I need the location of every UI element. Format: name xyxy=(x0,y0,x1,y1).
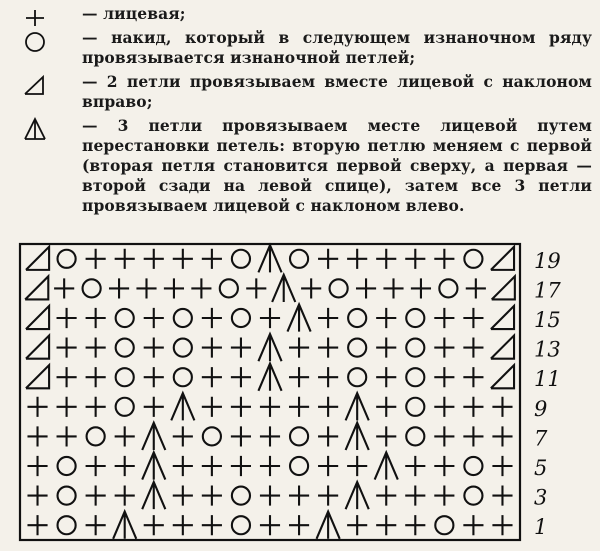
knit-symbol xyxy=(376,426,396,446)
knit-symbol xyxy=(260,426,280,446)
knit-symbol xyxy=(191,278,211,298)
k2tog-symbol xyxy=(25,276,48,299)
knit-symbol xyxy=(27,397,47,417)
knit-symbol xyxy=(86,367,106,387)
knit-symbol xyxy=(434,486,454,506)
knit-symbol xyxy=(144,249,164,269)
knit-symbol xyxy=(109,278,129,298)
k2tog-symbol xyxy=(26,306,49,329)
knit-symbol xyxy=(405,249,425,269)
legend-text-knit: — лицевая; xyxy=(82,4,186,23)
chart-row xyxy=(25,275,515,302)
knit-symbol xyxy=(136,278,156,298)
yarnover-symbol xyxy=(348,339,366,357)
k3tog-symbol xyxy=(272,275,295,302)
knit-symbol xyxy=(356,278,376,298)
knit-symbol xyxy=(463,338,483,358)
chart-row xyxy=(26,364,514,391)
yarnover-symbol xyxy=(232,487,250,505)
yarnover-symbol xyxy=(435,516,453,534)
knit-symbol xyxy=(318,456,338,476)
knit-symbol xyxy=(376,486,396,506)
legend-text-yarnover: — накид, который в следующем изнаночном ряду провязывается изнаночной петлей; xyxy=(82,28,592,67)
k3tog-symbol xyxy=(142,452,165,479)
k2tog-symbol xyxy=(26,365,49,388)
knit-symbol xyxy=(492,486,512,506)
knit-symbol xyxy=(289,338,309,358)
k2tog-symbol xyxy=(491,247,514,270)
k3tog-symbol xyxy=(287,304,310,331)
yarnover-symbol xyxy=(58,457,76,475)
knit-symbol xyxy=(115,426,135,446)
yarnover-symbol xyxy=(406,398,424,416)
chart-row xyxy=(27,393,512,420)
row-number-label: 11 xyxy=(534,367,561,392)
knit-symbol xyxy=(492,456,512,476)
row-number-label: 19 xyxy=(534,248,561,273)
knit-symbol xyxy=(301,278,321,298)
row-number-label: 5 xyxy=(534,456,548,480)
knit-symbol xyxy=(463,367,483,387)
yarnover-symbol xyxy=(174,368,192,386)
knit-symbol xyxy=(144,515,164,535)
k2tog-symbol xyxy=(26,247,49,270)
yarnover-symbol xyxy=(58,516,76,534)
knit-symbol xyxy=(115,456,135,476)
k3tog-symbol xyxy=(346,393,369,420)
k3tog-symbol xyxy=(317,512,340,539)
knit-symbol xyxy=(173,249,193,269)
knit-symbol xyxy=(202,308,222,328)
knit-symbol xyxy=(86,456,106,476)
knit-symbol xyxy=(434,367,454,387)
knit-symbol xyxy=(144,397,164,417)
knit-symbol xyxy=(318,308,338,328)
knit-symbol xyxy=(246,278,266,298)
arrow-up-icon xyxy=(22,116,48,142)
knitting-chart xyxy=(0,240,600,551)
knit-symbol xyxy=(86,338,106,358)
knit-symbol xyxy=(376,367,396,387)
knit-symbol xyxy=(202,515,222,535)
knit-symbol xyxy=(434,456,454,476)
knit-symbol xyxy=(466,278,486,298)
knit-symbol xyxy=(86,515,106,535)
knit-symbol xyxy=(492,426,512,446)
knit-symbol xyxy=(434,426,454,446)
knit-symbol xyxy=(376,338,396,358)
knit-symbol xyxy=(57,397,77,417)
yarnover-symbol xyxy=(232,309,250,327)
knit-symbol xyxy=(173,456,193,476)
knit-symbol xyxy=(202,367,222,387)
knit-symbol xyxy=(231,456,251,476)
knit-symbol xyxy=(289,486,309,506)
knit-symbol xyxy=(405,486,425,506)
knit-symbol xyxy=(86,486,106,506)
knit-symbol xyxy=(202,486,222,506)
yarnover-symbol xyxy=(220,279,238,297)
knit-symbol xyxy=(57,367,77,387)
knit-symbol xyxy=(318,486,338,506)
yarnover-symbol xyxy=(87,427,105,445)
k3tog-symbol xyxy=(375,452,398,479)
yarnover-symbol xyxy=(464,250,482,268)
k3tog-symbol xyxy=(346,423,369,450)
knit-symbol xyxy=(463,397,483,417)
knit-symbol xyxy=(173,426,193,446)
knit-symbol xyxy=(57,338,77,358)
knit-symbol xyxy=(434,338,454,358)
k3tog-symbol xyxy=(346,482,369,509)
yarnover-symbol xyxy=(290,457,308,475)
knit-symbol xyxy=(27,456,47,476)
knit-symbol xyxy=(144,367,164,387)
chart-row xyxy=(27,452,512,479)
chart-row xyxy=(26,304,514,331)
knit-symbol xyxy=(260,397,280,417)
knit-symbol xyxy=(347,456,367,476)
yarnover-symbol xyxy=(203,427,221,445)
knit-symbol xyxy=(260,515,280,535)
k3tog-symbol xyxy=(258,245,281,272)
knit-symbol xyxy=(289,397,309,417)
knit-symbol xyxy=(164,278,184,298)
knit-symbol xyxy=(202,456,222,476)
knit-symbol xyxy=(376,308,396,328)
yarnover-symbol xyxy=(116,368,134,386)
knit-symbol xyxy=(260,456,280,476)
knit-symbol xyxy=(463,426,483,446)
knit-symbol xyxy=(347,249,367,269)
yarnover-symbol xyxy=(232,250,250,268)
knit-symbol xyxy=(27,515,47,535)
knit-symbol xyxy=(57,308,77,328)
knit-symbol xyxy=(144,338,164,358)
yarnover-symbol xyxy=(330,279,348,297)
chart-row xyxy=(27,512,512,539)
k2tog-symbol xyxy=(491,336,514,359)
k3tog-symbol xyxy=(258,334,281,361)
knit-symbol xyxy=(318,338,338,358)
knit-symbol xyxy=(434,308,454,328)
legend-text-k3tog: — 3 петли провязываем месте лицевой путем перестановки петель: вторую петлю меняем с первой (вторая петля становится первой сверху, а первая — второй сзади на левой спице), затем все 3 петли провязываем лицевой с наклоном влево. xyxy=(82,116,592,215)
yarnover-symbol xyxy=(464,487,482,505)
plus-icon xyxy=(22,4,48,30)
row-number-label: 13 xyxy=(534,337,561,362)
knit-symbol xyxy=(492,397,512,417)
legend-item-k2tog xyxy=(22,72,592,112)
triangle-right-icon xyxy=(22,72,48,98)
chart-row xyxy=(27,423,512,450)
knit-symbol xyxy=(434,397,454,417)
knit-symbol xyxy=(115,249,135,269)
knit-symbol xyxy=(144,308,164,328)
yarnover-symbol xyxy=(406,309,424,327)
yarnover-symbol xyxy=(58,250,76,268)
knit-symbol xyxy=(260,308,280,328)
yarnover-symbol xyxy=(83,279,101,297)
knit-symbol xyxy=(376,515,396,535)
knit-symbol xyxy=(202,249,222,269)
knit-symbol xyxy=(86,308,106,328)
knit-symbol xyxy=(463,308,483,328)
yarnover-symbol xyxy=(116,398,134,416)
knit-symbol xyxy=(231,397,251,417)
knit-symbol xyxy=(463,515,483,535)
chart-row xyxy=(26,334,514,361)
knit-symbol xyxy=(376,397,396,417)
knit-symbol xyxy=(405,515,425,535)
knit-symbol xyxy=(86,249,106,269)
knit-symbol xyxy=(231,426,251,446)
yarnover-symbol xyxy=(439,279,457,297)
knit-symbol xyxy=(318,426,338,446)
yarnover-symbol xyxy=(406,339,424,357)
yarnover-symbol xyxy=(406,427,424,445)
yarnover-symbol xyxy=(348,368,366,386)
row-number-label: 3 xyxy=(534,485,548,510)
row-number-label: 17 xyxy=(534,278,561,303)
k2tog-symbol xyxy=(26,336,49,359)
knit-symbol xyxy=(318,367,338,387)
knit-symbol xyxy=(411,278,431,298)
k3tog-symbol xyxy=(113,512,136,539)
knit-symbol xyxy=(434,249,454,269)
legend-text-k2tog: — 2 петли провязываем вместе лицевой с наклоном вправо; xyxy=(82,72,592,111)
yarnover-symbol xyxy=(232,516,250,534)
chart-row xyxy=(27,482,512,509)
knit-symbol xyxy=(173,486,193,506)
knit-symbol xyxy=(27,426,47,446)
chart-row xyxy=(26,245,514,272)
k2tog-symbol xyxy=(492,276,515,299)
knit-symbol xyxy=(57,426,77,446)
knit-symbol xyxy=(202,338,222,358)
row-number-label: 7 xyxy=(534,426,548,451)
legend-item-knit xyxy=(22,4,592,24)
row-number-label: 9 xyxy=(534,396,548,421)
yarnover-symbol xyxy=(406,368,424,386)
row-number-label: 1 xyxy=(534,515,548,540)
legend xyxy=(22,4,592,220)
yarnover-symbol xyxy=(174,309,192,327)
k2tog-symbol xyxy=(491,306,514,329)
knit-symbol xyxy=(405,456,425,476)
yarnover-symbol xyxy=(290,427,308,445)
chart-grid xyxy=(0,240,600,551)
knit-symbol xyxy=(115,486,135,506)
k3tog-symbol xyxy=(171,393,194,420)
knit-symbol xyxy=(289,367,309,387)
knit-symbol xyxy=(54,278,74,298)
yarnover-symbol xyxy=(116,339,134,357)
knit-symbol xyxy=(383,278,403,298)
legend-item-yarnover xyxy=(22,28,592,68)
knit-symbol xyxy=(202,397,222,417)
yarnover-symbol xyxy=(116,309,134,327)
knit-symbol xyxy=(231,338,251,358)
knit-symbol xyxy=(173,515,193,535)
legend-item-k3tog xyxy=(22,116,592,216)
k3tog-symbol xyxy=(258,364,281,391)
knit-symbol xyxy=(376,249,396,269)
knit-symbol xyxy=(318,397,338,417)
knit-symbol xyxy=(347,515,367,535)
k3tog-symbol xyxy=(142,423,165,450)
yarnover-symbol xyxy=(464,457,482,475)
row-number-label: 15 xyxy=(534,308,561,332)
knit-symbol xyxy=(231,367,251,387)
yarnover-symbol xyxy=(348,309,366,327)
yarnover-symbol xyxy=(290,250,308,268)
knit-symbol xyxy=(289,515,309,535)
knit-symbol xyxy=(86,397,106,417)
circle-icon xyxy=(22,28,48,54)
knit-symbol xyxy=(492,515,512,535)
k3tog-symbol xyxy=(142,482,165,509)
knit-symbol xyxy=(318,249,338,269)
yarnover-symbol xyxy=(174,339,192,357)
k2tog-symbol xyxy=(491,365,514,388)
knit-symbol xyxy=(27,486,47,506)
yarnover-symbol xyxy=(58,487,76,505)
knit-symbol xyxy=(260,486,280,506)
